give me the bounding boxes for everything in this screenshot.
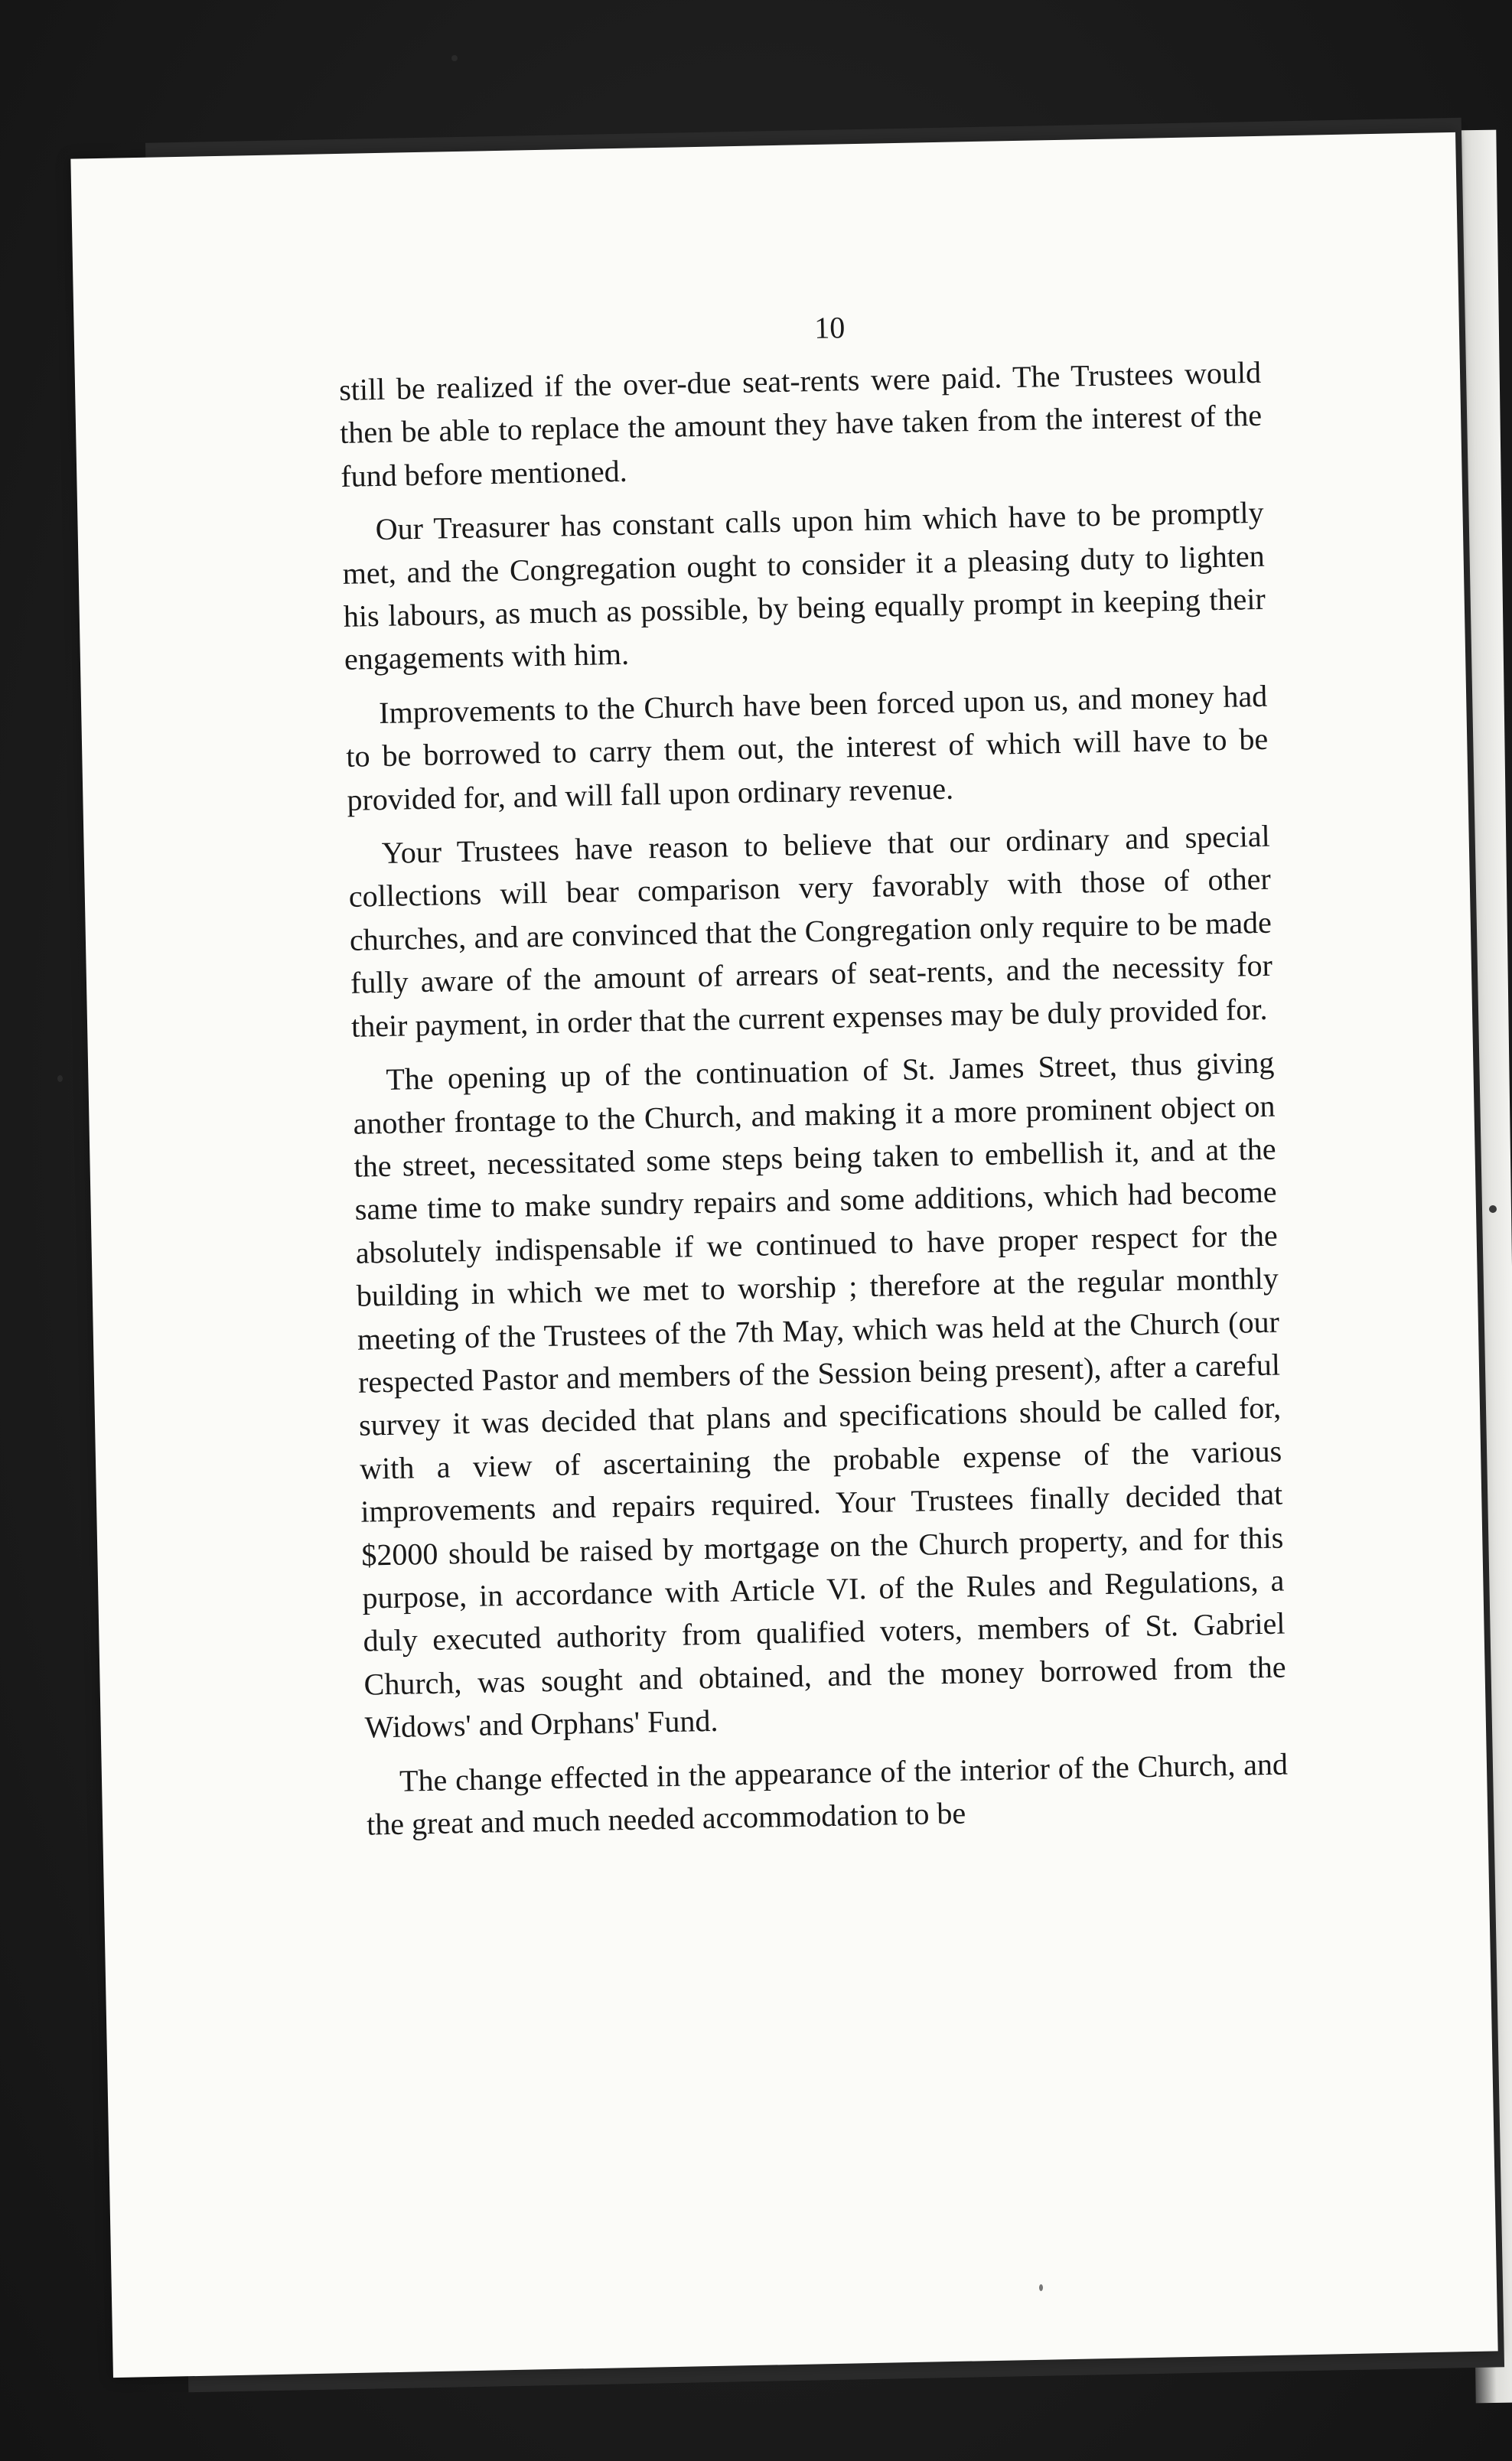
paragraph-5: The opening up of the continuation of St. James Street, thus giving another frontage to the Church, and making it a more prominent object on the street, necessitated some steps being taken to embellish it, and at the same time to make sundry repairs and some additions, which had become absolutely indispensable if we continued to have proper respect for the building in which we met to worship ; therefore at the regular monthly meeting of the Trustees of the 7th May, which was held at the Church (our respected Pastor and members of the Session being present), after a careful survey it was decided that plans and specifications should be called for, with a view of ascertaining the probable expense of the various improvements and repairs required. Your Trustees finally decided that $2000 should be raised by mortgage on the Church property, and for this purpose, in accordance with Article VI. of the Rules and Regulations, a duly executed authority from qualified voters, members of St. Gabriel Church, was sought and obtained, and the money borrowed from the Widows' and Orphans' Fund. [353, 1045, 1286, 1745]
dust-speck [451, 55, 458, 61]
paragraph-1: still be realized if the over-due seat-rents were paid. The Trustees would then be able to replace the amount they have taken from the interest of the fund before mentioned. [338, 354, 1263, 494]
paragraph-3: Improvements to the Church have been forced upon us, and money had to be borrowed to carry them out, the interest of which will have to be provided for, and will fall upon ordinary revenue. [345, 678, 1269, 817]
document-page [70, 132, 1497, 2378]
paragraph-4: Your Trustees have reason to believe that our ordinary and special collections will bear comparison very favorably with those of other churches, and are convinced that the Congregation only require to be made fully aware of the amount of arrears of seat-rents, and the necessity for their payment, in order that the current expenses may be duly provided for. [348, 818, 1273, 1044]
page-number: 10 [813, 310, 846, 346]
dust-speck [1039, 2284, 1043, 2291]
page-text-block [337, 301, 1289, 1857]
dust-speck [57, 1075, 63, 1082]
dust-speck [1489, 1205, 1497, 1213]
paragraph-2: Our Treasurer has constant calls upon him which have to be promptly met, and the Congregation ought to consider it a pleasing duty to lighten his labours, as much as possible, by being equally prompt in keeping their engagements with him. [342, 495, 1266, 677]
paragraph-6: The change effected in the appearance of the interior of the Church, and the great and much needed accommodation to be [366, 1746, 1289, 1842]
